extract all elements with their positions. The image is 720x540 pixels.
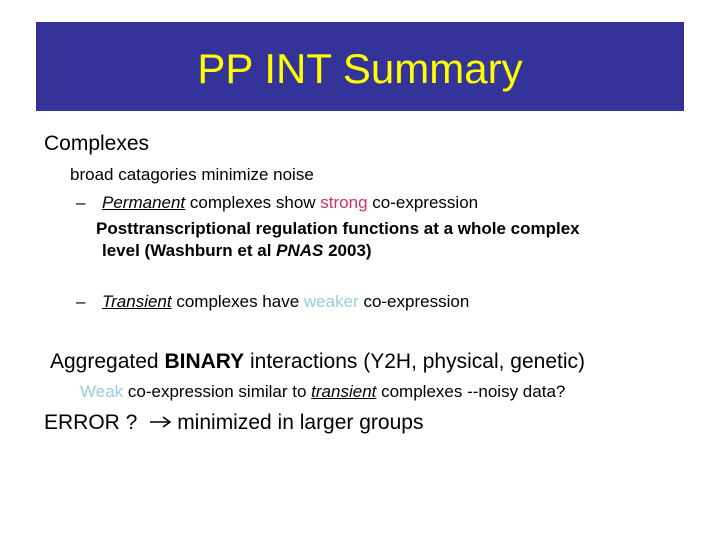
citation-text-a: level (Washburn et al bbox=[102, 241, 277, 260]
posttranscriptional-line-2 bbox=[102, 241, 372, 261]
weak-text-b: complexes --noisy data? bbox=[376, 382, 566, 401]
transient-text-1: complexes have bbox=[171, 292, 304, 311]
weak-coexpression-line bbox=[80, 382, 565, 402]
error-line bbox=[44, 411, 423, 435]
binary-word: BINARY bbox=[164, 350, 245, 373]
broad-categories-line: broad catagories minimize noise bbox=[70, 165, 314, 184]
journal-name: PNAS bbox=[276, 241, 324, 260]
permanent-text-1: complexes show bbox=[185, 193, 321, 212]
posttranscriptional-line-1: Posttranscriptional regulation functions at a whole complex bbox=[96, 219, 580, 238]
slide-title: PP INT Summary bbox=[197, 44, 523, 92]
citation-text-b: 2003) bbox=[323, 241, 372, 260]
weak-word: Weak bbox=[80, 382, 124, 401]
permanent-word: Permanent bbox=[102, 193, 186, 212]
strong-word: strong bbox=[320, 193, 368, 212]
aggregated-text-b: interactions (Y2H, physical, genetic) bbox=[244, 350, 585, 373]
dash-bullet: – bbox=[76, 193, 86, 212]
transient-word: Transient bbox=[102, 292, 172, 311]
aggregated-text-a: Aggregated bbox=[50, 350, 165, 373]
weaker-word: weaker bbox=[303, 292, 359, 311]
dash-bullet: – bbox=[76, 292, 86, 311]
transient-italic-word: transient bbox=[311, 382, 377, 401]
permanent-text-2: co-expression bbox=[367, 193, 479, 212]
title-bar bbox=[36, 22, 684, 111]
error-text-a: ERROR ? bbox=[44, 411, 144, 434]
weak-text-a: co-expression similar to bbox=[123, 382, 312, 401]
right-arrow-icon bbox=[149, 411, 173, 435]
permanent-bullet bbox=[76, 193, 478, 213]
transient-text-2: co-expression bbox=[358, 292, 470, 311]
complexes-heading: Complexes bbox=[44, 132, 150, 155]
transient-bullet bbox=[76, 292, 469, 312]
error-text-b: minimized in larger groups bbox=[177, 411, 424, 434]
aggregated-line bbox=[50, 350, 585, 374]
